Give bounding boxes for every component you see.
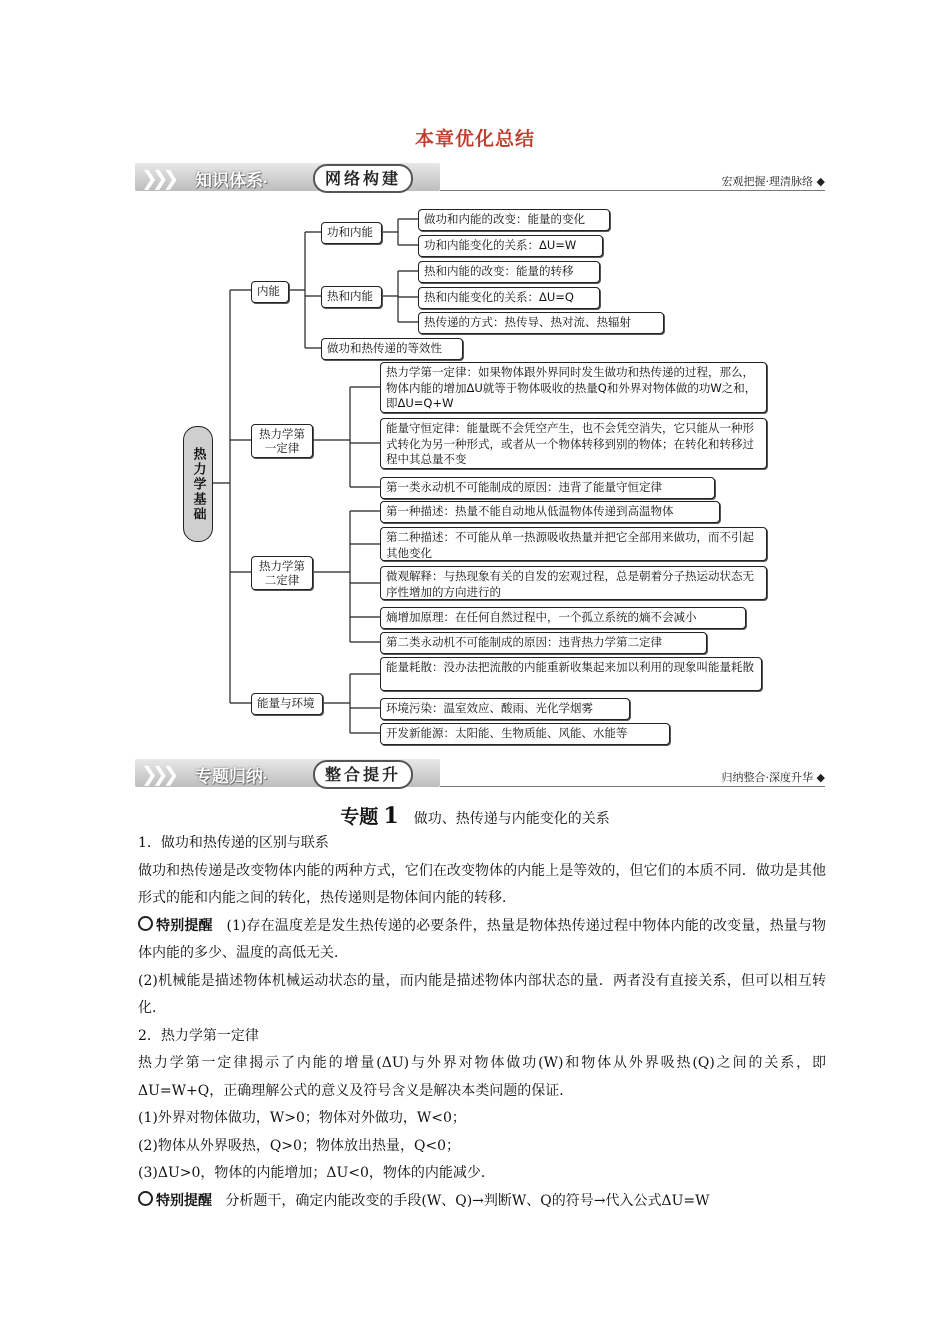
paragraph: 热力学第一定律揭示了内能的增量(ΔU)与外界对物体做功(W)和物体从外界吸热(Q)之间的关系，即ΔU=W+Q，正确理解公式的意义及符号含义是解决本类问题的保证． <box>138 1055 826 1099</box>
mindmap-leaf: 第二类永动机不可能制成的原因：违背热力学第二定律 <box>380 632 707 654</box>
section-heading: 2．热力学第一定律 <box>138 1027 259 1044</box>
mindmap-node-first-law: 热力学第一定律 <box>251 424 313 458</box>
topic-title: 做功、热传递与内能变化的关系 <box>413 811 610 827</box>
banner-subtitle: 归纳整合·深度升华 ◆ <box>721 771 825 784</box>
mindmap-leaf: 开发新能源：太阳能、生物质能、风能、水能等 <box>380 723 670 745</box>
banner-heading: 专题归纳· <box>195 767 268 787</box>
page-title: 本章优化总结 <box>414 128 535 150</box>
list-item: (2)物体从外界吸热，Q>0；物体放出热量，Q<0； <box>138 1137 461 1154</box>
topic-heading <box>0 802 950 829</box>
tip-icon <box>138 916 153 931</box>
mindmap-leaf: 熵增加原理：在任何自然过程中，一个孤立系统的熵不会减小 <box>380 607 746 629</box>
chevron-icon: ❯❯❯ <box>141 762 174 786</box>
mindmap-leaf: 能量耗散：没办法把流散的内能重新收集起来加以利用的现象叫能量耗散 <box>380 657 762 691</box>
list-item: (1)外界对物体做功，W>0；物体对外做功，W<0； <box>138 1110 466 1126</box>
mindmap-node-energy-environment: 能量与环境 <box>251 693 323 715</box>
tip-label: 特别提醒 <box>156 1192 212 1209</box>
mindmap-node-second-law: 热力学第二定律 <box>251 556 313 590</box>
mindmap-leaf: 热传递的方式：热传导、热对流、热辐射 <box>418 312 664 334</box>
topic-label: 专题 <box>340 806 379 828</box>
mindmap-root: 热力学基础 <box>183 426 213 542</box>
mindmap-leaf: 第一种描述：热量不能自动地从低温物体传递到高温物体 <box>380 501 720 523</box>
section-banner-topics <box>135 759 825 789</box>
body-text <box>138 830 826 1215</box>
mindmap-leaf: 第一类永动机不可能制成的原因：违背了能量守恒定律 <box>380 477 715 499</box>
tip-label: 特别提醒 <box>156 917 213 934</box>
mindmap-leaf: 热和内能变化的关系：ΔU=Q <box>418 287 600 309</box>
mindmap-node-internal-energy: 内能 <box>251 281 289 303</box>
tip-icon <box>138 1191 153 1206</box>
mindmap-leaf: 第二种描述：不可能从单一热源吸收热量并把它全部用来做功，而不引起其他变化 <box>380 527 767 561</box>
mindmap-node-heat-internal-energy: 热和内能 <box>321 286 382 308</box>
banner-badge: 网络构建 <box>313 164 413 193</box>
mindmap-node-equivalence: 做功和热传递的等效性 <box>321 338 463 360</box>
banner-heading: 知识体系· <box>195 171 268 191</box>
mindmap-leaf: 能量守恒定律：能量既不会凭空产生，也不会凭空消失，它只能从一种形式转化为另一种形式，或者从一个物体转移到别的物体；在转化和转移过程中其总量不变 <box>380 418 767 469</box>
mindmap-leaf: 热力学第一定律：如果物体跟外界同时发生做功和热传递的过程，那么，物体内能的增加ΔU就等于物体吸收的热量Q和外界对物体做的功W之和，即ΔU=Q+W <box>380 362 767 413</box>
mindmap-node-work-internal-energy: 功和内能 <box>321 222 382 244</box>
mindmap-leaf: 环境污染：温室效应、酸雨、光化学烟雾 <box>380 698 630 720</box>
paragraph: (2)机械能是描述物体机械运动状态的量，而内能是描述物体内部状态的量．两者没有直接关系，但可以相互转化． <box>138 972 826 1016</box>
tip-paragraph: 特别提醒 (1)存在温度差是发生热传递的必要条件，热量是物体热传递过程中物体内能的改变量，热量与物体内能的多少、温度的高低无关． <box>138 917 827 961</box>
mindmap-leaf: 做功和内能的改变：能量的变化 <box>418 209 610 231</box>
mindmap-leaf: 功和内能变化的关系：ΔU=W <box>418 235 603 257</box>
banner-subtitle: 宏观把握·理清脉络 ◆ <box>721 175 825 188</box>
banner-badge: 整合提升 <box>313 760 413 789</box>
paragraph: 做功和热传递是改变物体内能的两种方式，它们在改变物体的内能上是等效的，但它们的本质不同．做功是其他形式的能和内能之间的转化，热传递则是物体间内能的转移． <box>138 862 826 906</box>
mindmap-leaf: 热和内能的改变：能量的转移 <box>418 261 600 283</box>
list-item: (3)ΔU>0，物体的内能增加；ΔU<0，物体的内能减少． <box>138 1165 495 1181</box>
chevron-icon: ❯❯❯ <box>141 166 174 190</box>
banner-rule <box>440 786 825 787</box>
mindmap-leaf: 微观解释：与热现象有关的自发的宏观过程，总是朝着分子热运动状态无序性增加的方向进行的 <box>380 566 767 600</box>
tip-paragraph: 特别提醒 分析题干，确定内能改变的手段(W、Q)→判断W、Q的符号→代入公式ΔU=W <box>138 1188 826 1216</box>
topic-number: 1 <box>383 803 399 829</box>
section-heading: 1．做功和热传递的区别与联系 <box>138 835 329 851</box>
